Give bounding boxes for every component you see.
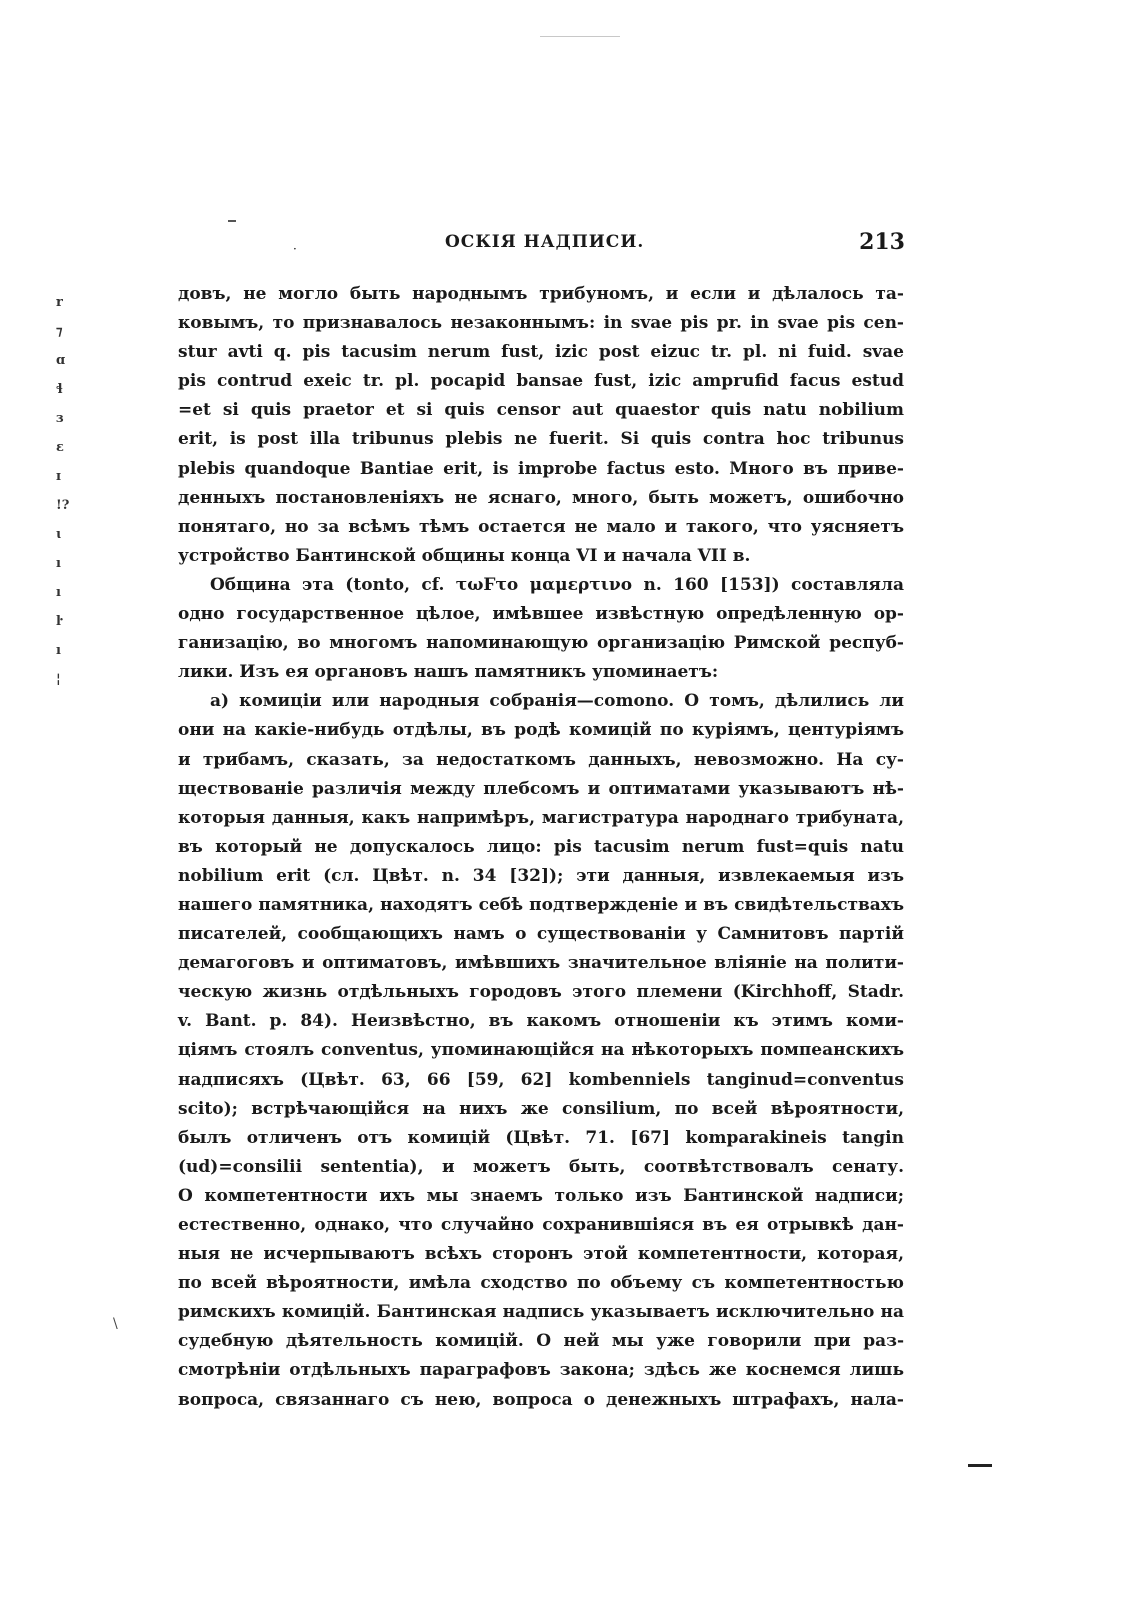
text-line: erit, is post illa tribunus plebis ne fuerit. Si quis contra hoc tribunus	[178, 429, 904, 450]
text-line: ныя не исчерпываютъ всѣхъ сторонъ этой компетентности, которая,	[178, 1244, 904, 1265]
page-number: 213	[859, 229, 905, 255]
text-line: ціямъ стоялъ conventus, упоминающійся на нѣкоторыхъ помпеанскихъ	[178, 1040, 904, 1061]
stray-mark: \	[113, 1316, 118, 1332]
left-margin-marks	[56, 288, 70, 694]
text-line: довъ, не могло быть народнымъ трибуномъ, и если и дѣлалось та-	[178, 284, 904, 304]
text-line: судебную дѣятельность комицій. О ней мы уже говорили при раз-	[178, 1331, 904, 1352]
margin-glyph: ɩ	[56, 527, 61, 542]
text-line: plebis quandoque Bantiae erit, is improbe factus esto. Много въ приве-	[178, 458, 904, 479]
text-line: былъ отличенъ отъ комицій (Цвѣт. 71. [67] komparakineis tangin	[178, 1127, 904, 1148]
margin-glyph: ¦	[56, 672, 61, 687]
margin-glyph: ŀ	[56, 614, 61, 629]
margin-glyph: ɛ	[56, 440, 64, 455]
text-line: лики. Изъ ея органовъ нашъ памятникъ упоминаетъ:	[178, 662, 719, 683]
text-line: они на какіе-нибудь отдѣлы, въ родѣ комицій по куріямъ, центуріямъ	[178, 720, 904, 741]
text-line: которыя данныя, какъ напримѣръ, магистратура народнаго трибуната,	[178, 807, 904, 828]
text-line: ганизацію, во многомъ напоминающую организацію Римской респуб-	[178, 633, 904, 654]
text-line: естественно, однако, что случайно сохранившіяся въ ея отрывкѣ дан-	[178, 1215, 904, 1235]
text-line: а) комиціи или народныя собранія—comono. О томъ, дѣлились ли	[210, 691, 904, 712]
top-dash-mark	[228, 220, 236, 222]
margin-glyph: ɑ	[56, 353, 66, 368]
text-line: римскихъ комицій. Бантинская надпись указываетъ исключительно на	[178, 1302, 904, 1323]
text-line: по всей вѣроятности, имѣла сходство по объему съ компетентностью	[178, 1273, 904, 1294]
text-line: О компетентности ихъ мы знаемъ только изъ Бантинской надписи;	[178, 1185, 904, 1206]
text-line: nobilium erit (сл. Цвѣт. n. 34 [32]); эти данныя, извлекаемыя изъ	[178, 865, 904, 886]
text-line: scito); встрѣчающійся на нихъ же consilium, по всей вѣроятности,	[178, 1098, 904, 1119]
text-line: въ который не допускалось лицо: pis tacusim nerum fust=quis natu	[178, 836, 904, 857]
margin-glyph: ɬ	[56, 382, 63, 397]
page-header	[175, 229, 905, 262]
text-line: денныхъ постановленіяхъ не яснаго, много, быть можетъ, ошибочно	[178, 487, 904, 508]
margin-glyph: ı	[56, 643, 61, 658]
bottom-dash-mark	[968, 1464, 992, 1467]
text-line: демагоговъ и оптиматовъ, имѣвшихъ значительное вліяніе на полити-	[178, 953, 904, 974]
text-line: stur avti q. pis tacusim nerum fust, izic post eizuc tr. pl. ni fuid. svae	[178, 342, 904, 363]
text-line: нашего памятника, находятъ себѣ подтвержденіе и въ свидѣтельствахъ	[178, 894, 904, 915]
text-line: Община эта (tonto, cf. τωϜτο μαμερτινο n. 160 [153]) составляла	[210, 574, 904, 595]
margin-glyph: r	[56, 295, 63, 310]
text-line: (ud)=consilii sententia), и можетъ быть, соотвѣтствовалъ сенату.	[178, 1156, 904, 1177]
text-line: понятаго, но за всѣмъ тѣмъ остается не мало и такого, что уясняетъ	[178, 516, 904, 537]
text-line: ческую жизнь отдѣльныхъ городовъ этого племени (Kirchhoff, Stadr.	[178, 982, 904, 1003]
margin-glyph: ı	[56, 585, 61, 600]
margin-glyph: ɪ	[56, 469, 61, 484]
margin-glyph: ɜ	[56, 411, 64, 426]
margin-glyph: !?	[56, 498, 70, 513]
text-line: надписяхъ (Цвѣт. 63, 66 [59, 62] kombenniels tanginud=conventus	[178, 1069, 904, 1090]
text-line: смотрѣніи отдѣльныхъ параграфовъ закона; здѣсь же коснемся лишь	[178, 1360, 904, 1381]
text-line: =et si quis praetor et si quis censor aut quaestor quis natu nobilium	[178, 400, 904, 421]
text-line: pis contrud exeic tr. pl. pocapid bansae fust, izic amprufid facus estud	[178, 371, 904, 392]
text-line: и трибамъ, сказать, за недостаткомъ данныхъ, невозможно. На су-	[178, 749, 904, 770]
running-head: ОСКІЯ НАДПИСИ.	[445, 232, 645, 252]
text-line: ковымъ, то признавалось незаконнымъ: in svae pis pr. in svae pis cen-	[178, 313, 904, 334]
text-line: v. Bant. p. 84). Неизвѣстно, въ какомъ отношеніи къ этимъ коми-	[178, 1011, 904, 1032]
margin-glyph: ı	[56, 556, 61, 571]
text-line: ществованіе различія между плебсомъ и оптиматами указываютъ нѣ-	[178, 778, 904, 799]
text-line: писателей, сообщающихъ намъ о существованіи у Самнитовъ партій	[178, 924, 904, 945]
header-dot: ·	[293, 242, 297, 256]
margin-glyph: ⁊	[56, 324, 63, 339]
text-line: устройство Бантинской общины конца VI и начала VII в.	[178, 545, 751, 566]
top-scan-rule	[540, 36, 620, 37]
text-line: одно государственное цѣлое, имѣвшее извѣстную опредѣленную ор-	[178, 604, 904, 625]
body-text	[178, 280, 904, 1415]
text-line: вопроса, связаннаго съ нею, вопроса о денежныхъ штрафахъ, нала-	[178, 1389, 904, 1410]
